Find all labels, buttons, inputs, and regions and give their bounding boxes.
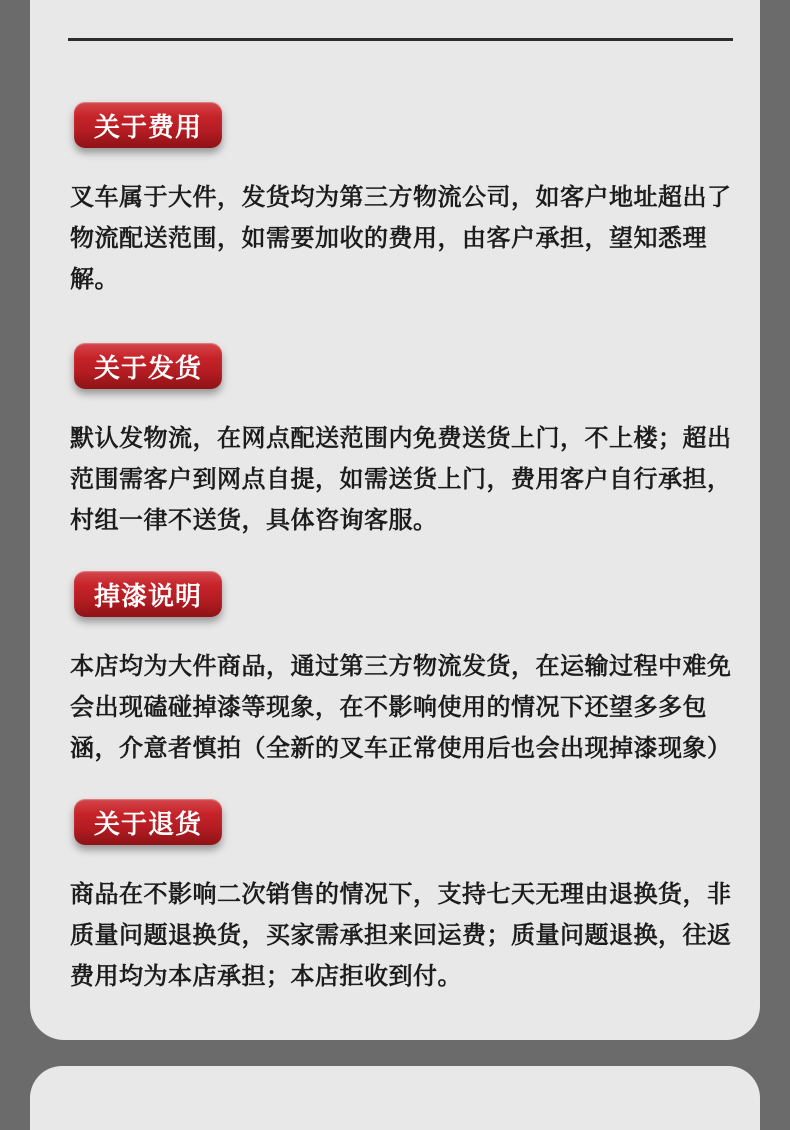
returns-text: 商品在不影响二次销售的情况下，支持七天无理由退换货，非质量问题退换货，买家需承担来回运费；质量问题退换，往返费用均为本店承担；本店拒收到付。 xyxy=(70,881,732,990)
section-returns xyxy=(30,799,760,997)
returns-badge: 关于退货 xyxy=(74,799,222,845)
shipping-text: 默认发物流，在网点配送范围内免费送货上门，不上楼；超出范围需客户到网点自提，如需送货上门，费用客户自行承担，村组一律不送货，具体咨询客服。 xyxy=(70,425,732,534)
fees-badge: 关于费用 xyxy=(74,102,222,148)
section-shipping xyxy=(30,343,760,541)
fees-text: 叉车属于大件，发货均为第三方物流公司，如客户地址超出了物流配送范围，如需要加收的费用，由客户承担，望知悉理解。 xyxy=(70,184,732,293)
shipping-badge: 关于发货 xyxy=(74,343,222,389)
next-section-card xyxy=(30,1066,760,1130)
section-paint xyxy=(30,571,760,769)
paint-text: 本店均为大件商品，通过第三方物流发货，在运输过程中难免会出现磕碰掉漆等现象，在不影响使用的情况下还望多多包涵，介意者慎拍（全新的叉车正常使用后也会出现掉漆现象） xyxy=(70,653,732,762)
notice-card xyxy=(30,0,760,1040)
top-divider xyxy=(68,38,733,41)
paint-badge: 掉漆说明 xyxy=(74,571,222,617)
section-fees xyxy=(30,102,760,300)
